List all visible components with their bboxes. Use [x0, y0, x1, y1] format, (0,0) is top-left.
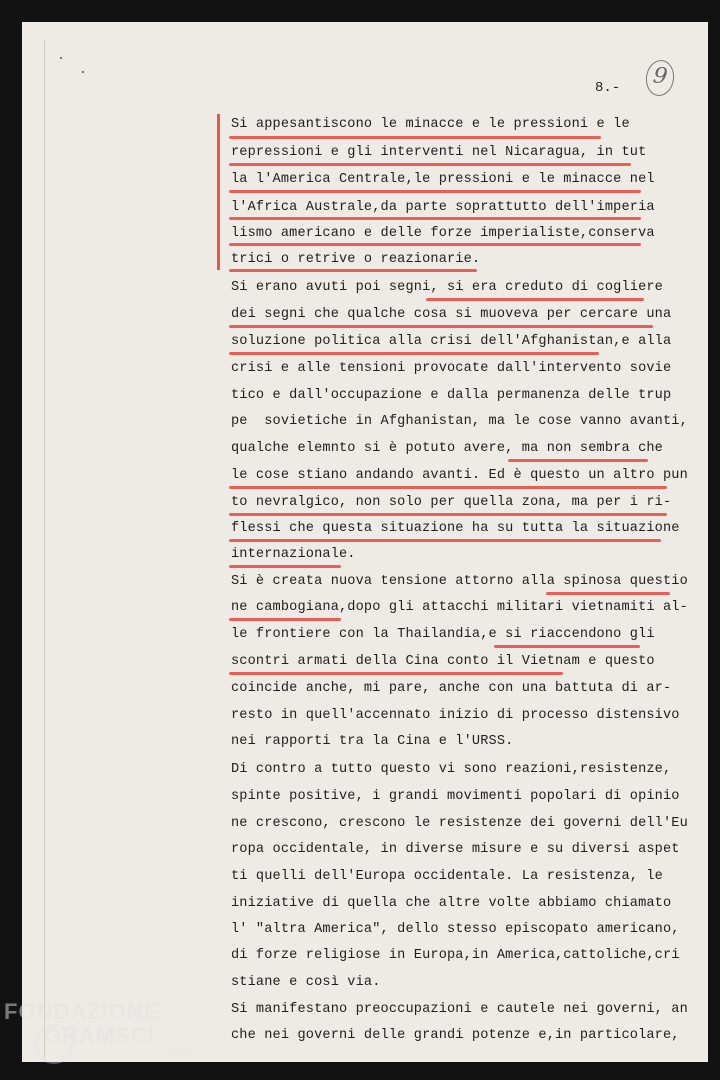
text-line: Si appesantiscono le minacce e le pressioni e le [231, 117, 630, 132]
text-line: internazionale. [231, 547, 356, 562]
speck [82, 71, 84, 73]
text-line: le cose stiano andando avanti. Ed è questo un altro pun [231, 468, 688, 483]
text-line: le frontiere con la Thailandia,e si riaccendono gli [231, 627, 655, 642]
page-number: 8.- [595, 80, 621, 96]
text-line: to nevralgico, non solo per quella zona, ma per i ri- [231, 495, 672, 510]
text-line: crisi e alle tensioni provocate dall'intervento sovie [231, 361, 672, 376]
speck [60, 57, 62, 59]
page-fold-line [44, 40, 45, 1058]
text-line: flessi che questa situazione ha su tutta la situazione [231, 521, 680, 536]
text-line: che nei governi delle grandi potenze e,in particolare, [231, 1028, 680, 1043]
highlight-underline [229, 539, 661, 542]
margin-highlight-bar [217, 114, 220, 270]
highlight-underline [229, 217, 641, 220]
highlight-underline [229, 190, 641, 193]
text-line: dei segni che qualche cosa si muoveva per cercare una [231, 307, 672, 322]
text-line: soluzione politica alla crisi dell'Afghanistan,e alla [231, 334, 672, 349]
watermark-line2: GRAMSCI [44, 1023, 155, 1048]
highlight-underline [546, 592, 670, 595]
highlight-underline [229, 325, 653, 328]
text-line: Si è creata nuova tensione attorno alla spinosa questio [231, 574, 688, 589]
highlight-underline [229, 136, 601, 139]
text-line: stiane e così via. [231, 975, 381, 990]
text-line: iniziative di quella che altre volte abbiamo chiamato [231, 896, 672, 911]
text-line: Si erano avuti poi segni, si era creduto di cogliere [231, 280, 663, 295]
text-line: di forze religiose in Europa,in America,cattoliche,cri [231, 948, 680, 963]
handwritten-page-number: 9 [644, 58, 677, 98]
text-line: ropa occidentale, in diverse misure e su diversi aspet [231, 842, 680, 857]
highlight-underline [426, 298, 644, 301]
highlight-underline [494, 645, 640, 648]
watermark-emblem-icon [34, 1024, 74, 1064]
text-line: l'Africa Australe,da parte soprattutto dell'imperia [231, 200, 655, 215]
highlight-underline [229, 618, 341, 621]
text-line: trici o retrive o reazionarie. [231, 252, 481, 267]
text-line: tico e dall'occupazione e dalla permanenza delle trup [231, 388, 672, 403]
watermark-line1: FONDAZIONE [4, 999, 160, 1024]
highlight-underline [508, 459, 648, 462]
text-line: Si manifestano preoccupazioni e cautele nei governi, an [231, 1002, 688, 1017]
text-line: ne crescono, crescono le resistenze dei governi dell'Eu [231, 816, 688, 831]
text-line: nei rapporti tra la Cina e l'URSS. [231, 734, 514, 749]
text-line: pe sovietiche in Afghanistan, ma le cose vanno avanti, [231, 414, 688, 429]
highlight-underline [229, 513, 667, 516]
text-line: ti quelli dell'Europa occidentale. La resistenza, le [231, 869, 663, 884]
text-line: spinte positive, i grandi movimenti popolari di opinio [231, 789, 680, 804]
text-line: ne cambogiana,dopo gli attacchi militari vietnamiti al- [231, 600, 688, 615]
highlight-underline [229, 352, 599, 355]
highlight-underline [229, 565, 341, 568]
text-line: qualche elemnto si è potuto avere, ma non sembra che [231, 441, 663, 456]
highlight-underline [229, 243, 641, 246]
highlight-underline [229, 486, 667, 489]
text-line: lismo americano e delle forze imperialiste,conserva [231, 226, 655, 241]
text-line: l' "altra America", dello stesso episcopato americano, [231, 922, 680, 937]
text-line: scontri armati della Cina conto il Vietnam e questo [231, 654, 655, 669]
text-line: Di contro a tutto questo vi sono reazioni,resistenze, [231, 762, 672, 777]
watermark-logo [4, 999, 195, 1057]
watermark-suffix: onlus [168, 1047, 195, 1057]
highlight-underline [229, 269, 477, 272]
text-line: repressioni e gli interventi nel Nicaragua, in tut [231, 145, 647, 160]
text-line: resto in quell'accennato inizio di processo distensivo [231, 708, 680, 723]
text-line: la l'America Centrale,le pressioni e le minacce nel [231, 172, 655, 187]
text-line: coincide anche, mi pare, anche con una battuta di ar- [231, 681, 672, 696]
highlight-underline [229, 672, 563, 675]
highlight-underline [229, 163, 631, 166]
